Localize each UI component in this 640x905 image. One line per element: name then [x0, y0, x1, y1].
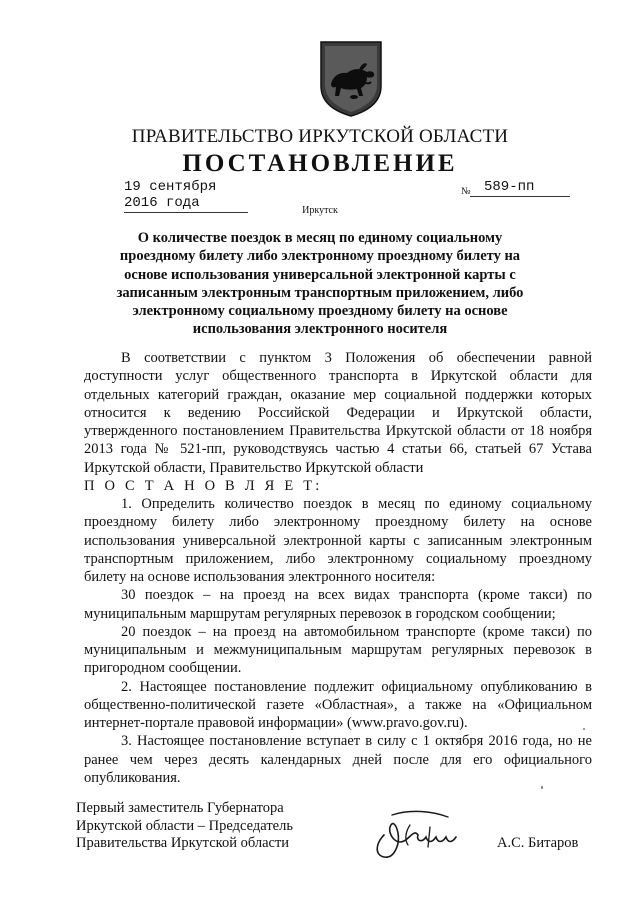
- handwritten-signature: [370, 805, 480, 863]
- signatory-position: [76, 800, 293, 853]
- decree-word: П О С Т А Н О В Л Я Е Т:: [84, 477, 323, 494]
- position-line-3: Правительства Иркутской области: [76, 835, 290, 851]
- position-line-1: Первый заместитель Губернатора: [76, 800, 284, 816]
- item-2-paragraph: 2. Настоящее постановление подлежит официальному опубликованию в общественно-политической газете «Областная», а также на «Официальном интернет-портале правовой информации» (www.pravo.gov.ru).: [84, 678, 592, 731]
- document-date: 19 сентября 2016 года: [124, 179, 248, 213]
- document-type: ПОСТАНОВЛЕНИЕ: [182, 150, 458, 177]
- scan-speck: [583, 728, 585, 730]
- document-number: 589-пп: [470, 179, 570, 197]
- document-body: [84, 349, 592, 787]
- scan-speck: [541, 786, 543, 789]
- document-title: О количестве поездок в месяц по единому социальному проездному билету либо электронному проездному билету на основе использования универсальной электронной карты с записанным электронным транспортным приложением, либо электронному социальному проездному билету на основе использования электронного носителя: [116, 230, 524, 338]
- city-name: Иркутск: [302, 205, 338, 216]
- signatory-name: А.С. Битаров: [497, 835, 579, 851]
- organization-name: ПРАВИТЕЛЬСТВО ИРКУТСКОЙ ОБЛАСТИ: [131, 126, 509, 147]
- item-1a-paragraph: 30 поездок – на проезд на всех видах транспорта (кроме такси) по муниципальным маршрутам регулярных перевозок в городском сообщении;: [84, 587, 592, 622]
- item-1-paragraph: 1. Определить количество поездок в месяц по единому социальному проездному билету либо электронному проездному билету на основе использования универсальной электронной карты с записанным электронным транспортным приложением, либо электронному социальному проездному билету на основе использования электронного носителя:: [84, 496, 592, 585]
- coat-of-arms-emblem: [317, 38, 385, 118]
- item-3-paragraph: 3. Настоящее постановление вступает в силу с 1 октября 2016 года, но не ранее чем через десять календарных дней после для его официального опубликования.: [84, 733, 592, 786]
- number-sign: №: [461, 186, 471, 197]
- preamble-paragraph: В соответствии с пунктом 3 Положения об обеспечении равной доступности услуг общественного транспорта в Иркутской области для отдельных категорий граждан, оказание мер социальной поддержки которых относится к ведению Российской Федерации и Иркутской области, утвержденного постановлением Правительства Иркутской области от 18 ноября 2013 года № 521-пп, руководствуясь частью 4 статьи 66, статьей 67 Устава Иркутской области, Правительство Иркутской области: [84, 350, 592, 476]
- item-1b-paragraph: 20 поездок – на проезд на автомобильном транспорте (кроме такси) по муниципальным и межмуниципальным маршрутам регулярных перевозок в пригородном сообщении.: [84, 623, 592, 677]
- position-line-2: Иркутской области – Председатель: [76, 817, 293, 834]
